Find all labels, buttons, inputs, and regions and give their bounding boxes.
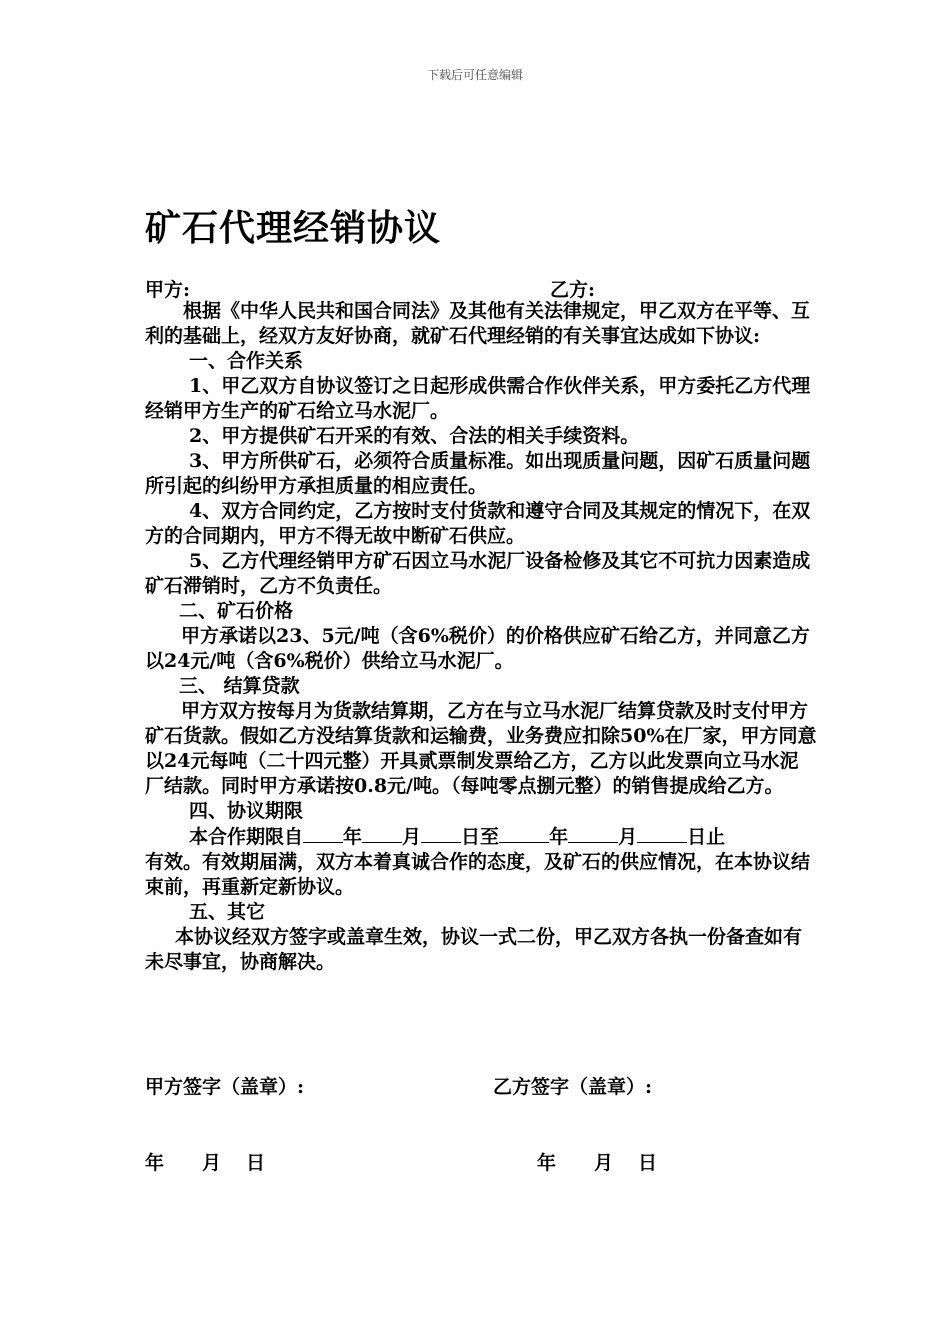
section-4-heading: 四、协议期限: [189, 800, 304, 822]
start-year-label: 年: [343, 826, 363, 848]
section-2-heading: 二、矿石价格: [179, 600, 294, 622]
section-2-text: 甲方承诺以23、5元/吨（含6%税价）的价格供应矿石给乙方，并同意乙方以24元/吨（含6%税价）供给立马水泥厂。: [145, 625, 810, 672]
section-1-item: 3、甲方所供矿石，必须符合质量标准。如出现质量问题，因矿石质量问题所引起的纠纷甲方承担质量的相应责任。: [145, 450, 811, 497]
date-line: [145, 1148, 817, 1172]
section-1-item: 2、甲方提供矿石开采的有效、合法的相关手续资料。: [189, 425, 640, 447]
party-b-signature-label: 乙方签字（盖章）:: [493, 1076, 653, 1098]
section-1-item: 5、乙方代理经销甲方矿石因立马水泥厂设备检修及其它不可抗力因素造成矿石滞销时，乙方不负责任。: [145, 550, 811, 597]
section-3-heading: 三、 结算贷款: [179, 675, 300, 697]
end-year-label: 年: [549, 826, 569, 848]
section-5-text: 本协议经双方签字或盖章生效，协议一式二份，甲乙双方各执一份备查如有未尽事宜，协商解决。: [145, 926, 803, 973]
section-1-item: 1、甲乙双方自协议签订之日起形成供需合作伙伴关系，甲方委托乙方代理经销甲方生产的矿石给立马水泥厂。: [145, 375, 811, 422]
start-month-label: 月: [402, 826, 422, 848]
end-year-blank: [499, 824, 549, 843]
section-1-heading: 一、合作关系: [189, 350, 304, 372]
period-start-label: 本合作期限自: [189, 826, 304, 848]
end-month-label: 月: [618, 826, 638, 848]
document-title: 矿石代理经销协议: [145, 207, 442, 249]
start-year-blank: [303, 824, 343, 843]
section-4-text: 有效。有效期届满，双方本着真诚合作的态度，及矿石的供应情况，在本协议结束前，再重新定新协议。: [145, 851, 811, 898]
end-month-blank: [568, 824, 618, 843]
signature-line: [145, 1072, 817, 1096]
section-4-period-line: [145, 824, 817, 850]
intro-paragraph: 根据《中华人民共和国合同法》及其他有关法律规定，甲乙双方在平等、互利的基础上，经双方友好协商，就矿石代理经销的有关事宜达成如下协议:: [145, 300, 811, 347]
header-note: 下载后可任意编辑: [426, 68, 523, 82]
party-a-date-month: 月: [202, 1152, 222, 1174]
start-day-blank: [421, 824, 461, 843]
section-1-item: 4、双方合同约定，乙方按时支付货款和遵守合同及其规定的情况下，在双方的合同期内，甲方不得无故中断矿石供应。: [145, 500, 811, 547]
party-b-date-month: 月: [594, 1152, 614, 1174]
party-a-signature-label: 甲方签字（盖章）:: [145, 1076, 305, 1098]
party-b-date-year: 年: [537, 1152, 557, 1174]
end-day-label: 日止: [687, 826, 726, 848]
agreement-body: [145, 299, 817, 975]
party-a-date-year: 年: [145, 1152, 165, 1174]
party-a-label: 甲方:: [145, 279, 191, 301]
section-5-heading: 五、其它: [189, 901, 266, 923]
party-a-date-day: 日: [246, 1152, 266, 1174]
party-b-date-day: 日: [638, 1152, 658, 1174]
parties-line: [145, 275, 815, 299]
section-3-text: 甲方双方按每月为货款结算期，乙方在与立马水泥厂结算贷款及时支付甲方矿石货款。假如乙方没结算货款和运输费，业务费应扣除50%在厂家，甲方同意以24元每吨（二十四元整）开具贰票制发票给乙方，乙方以此发票向立马水泥厂结款。同时甲方承诺按0.8元/吨。（每吨零点捌元整）的销售提成给乙方。: [145, 700, 817, 797]
start-day-label: 日至: [461, 826, 500, 848]
start-month-blank: [362, 824, 402, 843]
end-day-blank: [637, 824, 687, 843]
party-b-label: 乙方:: [550, 279, 596, 301]
